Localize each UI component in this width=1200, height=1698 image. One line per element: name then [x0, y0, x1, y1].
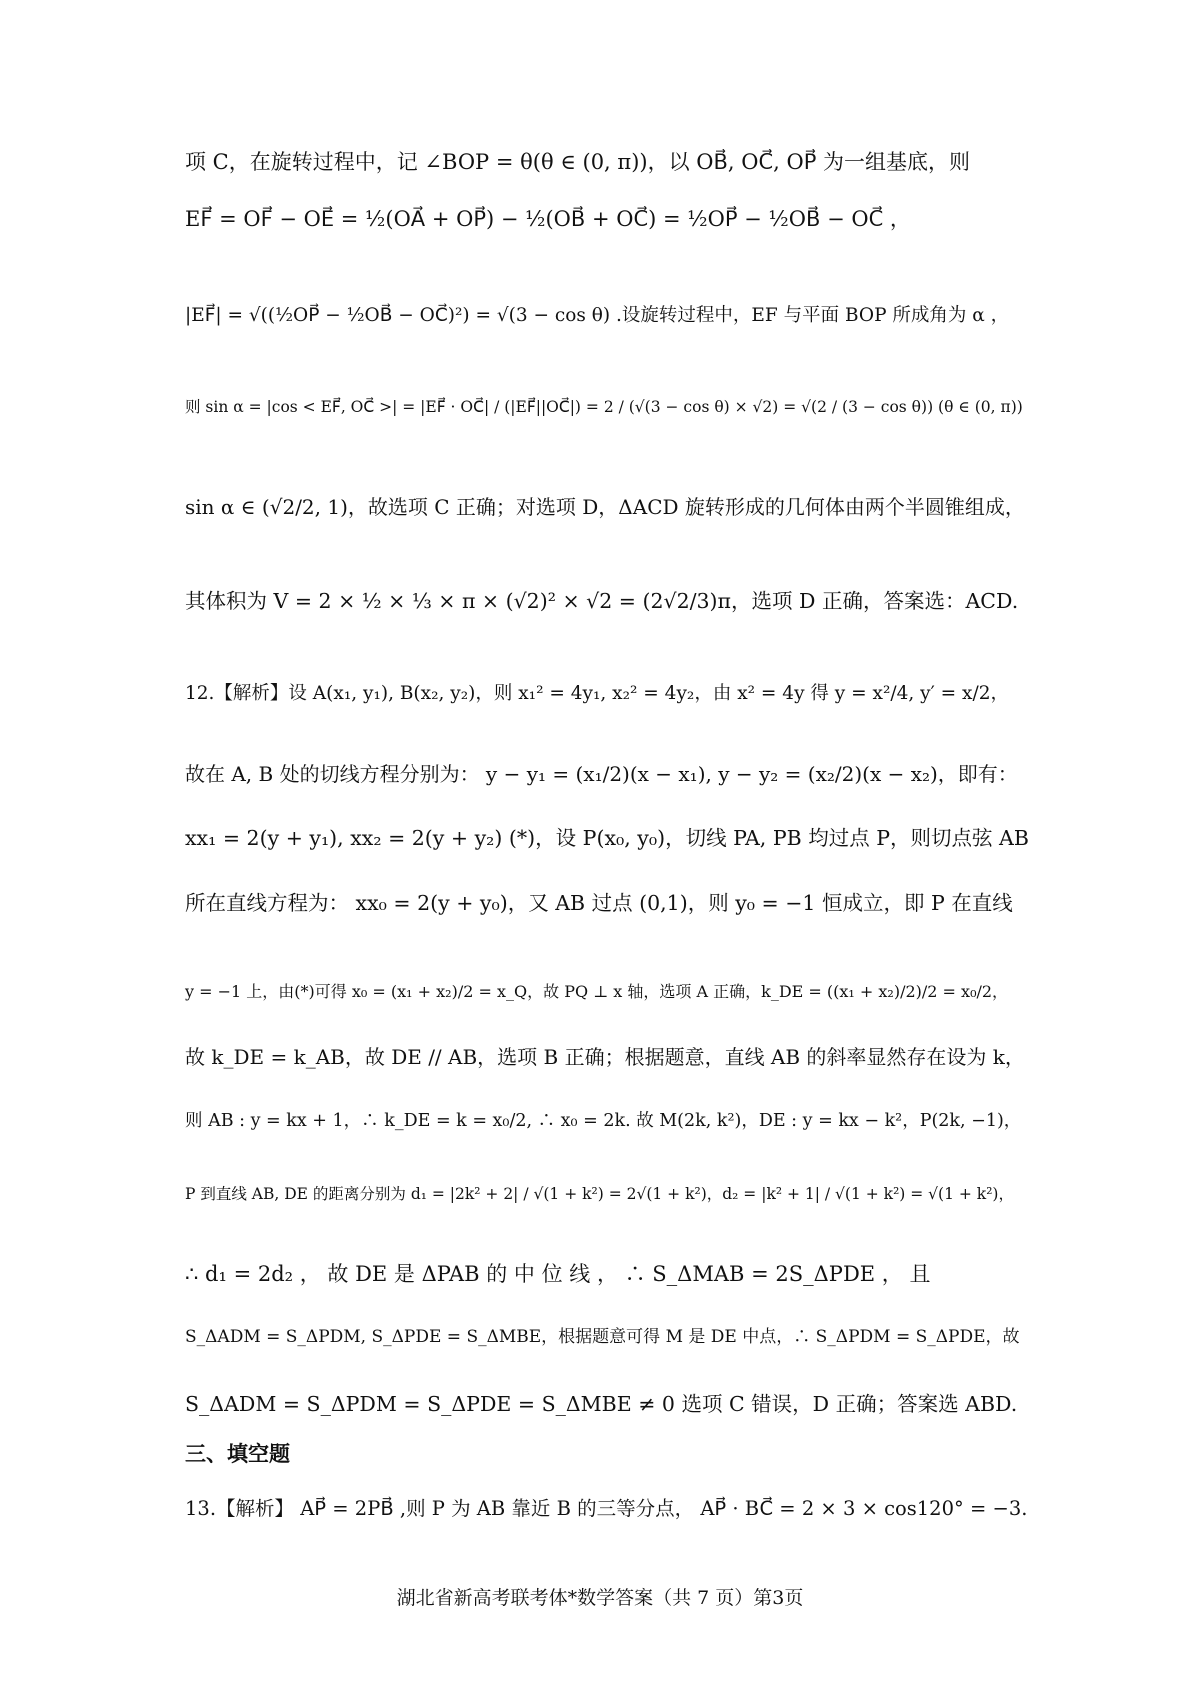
- text-line-8: 故在 A, B 处的切线方程分别为： y − y₁ = (x₁/2)(x − x₁), y − y₂ = (x₂/2)(x − x₂)，即有：: [185, 762, 1018, 786]
- text-line-7: 12.【解析】设 A(x₁, y₁), B(x₂, y₂)，则 x₁² = 4y₁, x₂² = 4y₂，由 x² = 4y 得 y = x²/4, y′ = x/2，: [185, 683, 1009, 704]
- text-line-2: EF⃗ = OF⃗ − OE⃗ = ½(OA⃗ + OP⃗) − ½(OB⃗ + OC⃗) = ½OP⃗ − ½OB⃗ − OC⃗ ，: [185, 207, 911, 231]
- text-line-19: 13.【解析】 AP⃗ = 2PB⃗ ,则 P 为 AB 靠近 B 的三等分点， AP⃗ · BC⃗ = 2 × 3 × cos120° = −3.: [185, 1497, 1028, 1520]
- text-line-11: y = −1 上，由(*)可得 x₀ = (x₁ + x₂)/2 = x_Q，故 PQ ⊥ x 轴，选项 A 正确，k_DE = ((x₁ + x₂)/2)/2 = x₀/2，: [185, 982, 1009, 1001]
- section-heading: 三、填空题: [185, 1442, 290, 1466]
- text-line-13: 则 AB : y = kx + 1，∴ k_DE = k = x₀/2, ∴ x₀ = 2k. 故 M(2k, k²)，DE : y = kx − k²，P(2k, −1)，: [185, 1111, 1022, 1131]
- text-line-10: 所在直线方程为： xx₀ = 2(y + y₀)，又 AB 过点 (0,1)，则 y₀ = −1 恒成立，即 P 在直线: [185, 891, 1013, 915]
- page-footer: 湖北省新高考联考体*数学答案（共 7 页）第3页: [396, 1587, 804, 1609]
- text-line-1: 项 C，在旋转过程中，记 ∠BOP = θ(θ ∈ (0, π))，以 OB⃗, OC⃗, OP⃗ 为一组基底，则: [185, 150, 971, 174]
- text-line-9: xx₁ = 2(y + y₁), xx₂ = 2(y + y₂) (*)，设 P(x₀, y₀)，切线 PA, PB 均过点 P，则切点弦 AB: [185, 826, 1029, 850]
- text-line-16: S_ΔADM = S_ΔPDM, S_ΔPDE = S_ΔMBE，根据题意可得 M 是 DE 中点，∴ S_ΔPDM = S_ΔPDE，故: [185, 1327, 1020, 1347]
- text-line-4: 则 sin α = |cos < EF⃗, OC⃗ >| = |EF⃗ · OC⃗| / (|EF⃗||OC⃗|) = 2 / (√(3 − cos θ) × √2) = √(2 / (3 − cos θ)) (θ ∈ (0, π)): [185, 398, 1023, 416]
- text-line-17: S_ΔADM = S_ΔPDM = S_ΔPDE = S_ΔMBE ≠ 0 选项 C 错误，D 正确；答案选 ABD.: [185, 1392, 1018, 1416]
- text-line-12: 故 k_DE = k_AB，故 DE // AB，选项 B 正确；根据题意，直线 AB 的斜率显然存在设为 k，: [185, 1045, 1025, 1069]
- text-line-6: 其体积为 V = 2 × ½ × ⅓ × π × (√2)² × √2 = (2√2/3)π，选项 D 正确，答案选：ACD.: [185, 589, 1019, 613]
- text-line-14: P 到直线 AB, DE 的距离分别为 d₁ = |2k² + 2| / √(1 + k²) = 2√(1 + k²)，d₂ = |k² + 1| / √(1 + k²) = √(1 + k²)，: [185, 1185, 1014, 1203]
- text-line-3: |EF⃗| = √((½OP⃗ − ½OB⃗ − OC⃗)²) = √(3 − cos θ) .设旋转过程中，EF 与平面 BOP 所成角为 α ，: [185, 305, 1010, 326]
- text-line-5: sin α ∈ (√2/2, 1)，故选项 C 正确；对选项 D，ΔACD 旋转形成的几何体由两个半圆锥组成，: [185, 495, 1025, 519]
- text-line-15: ∴ d₁ = 2d₂ ， 故 DE 是 ΔPAB 的 中 位 线 ， ∴ S_ΔMAB = 2S_ΔPDE ， 且: [185, 1262, 931, 1286]
